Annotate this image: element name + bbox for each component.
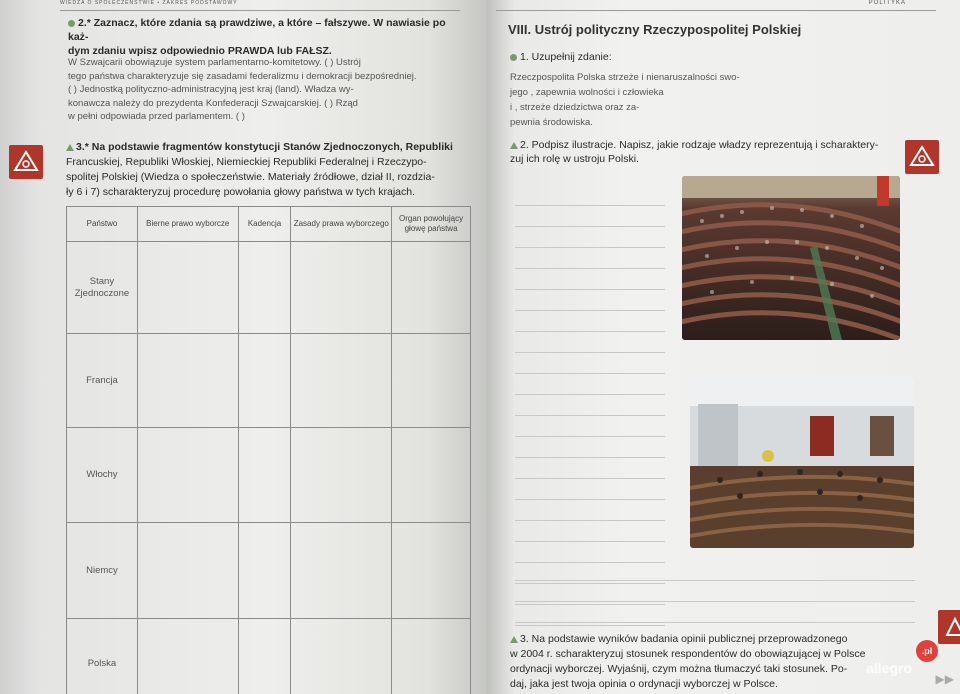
exercise-2-body (68, 56, 468, 124)
answer-cell[interactable] (238, 428, 291, 523)
table-row (67, 334, 471, 428)
exercise-2-title (68, 16, 468, 58)
ex2-line: w pełni odpowiada przed parlamentem. ( ) (68, 111, 245, 122)
triangle-icon (66, 144, 74, 151)
triangle-icon (510, 142, 518, 149)
ex3-line: Francuskiej, Republiki Włoskiej, Niemieckiej Republiki Federalnej i Rzeczypo- (66, 156, 427, 168)
table-header: Bierne prawo wyborcze (137, 207, 238, 242)
answer-cell[interactable] (137, 242, 238, 334)
answer-cell[interactable] (291, 619, 392, 694)
right-exercise-1-body (510, 70, 890, 130)
right-running-head (496, 0, 936, 11)
answer-cell[interactable] (291, 242, 392, 334)
r-ex2-line: zuj ich rolę w ustroju Polski. (510, 153, 639, 165)
answer-cell[interactable] (291, 428, 392, 523)
table-row (67, 619, 471, 694)
country-cell: Niemcy (67, 523, 138, 619)
r-ex1-line: jego , zapewnia wolności i człowieka (510, 87, 664, 98)
green-dot-icon (68, 20, 75, 27)
exercise-marker-icon (9, 145, 43, 179)
table-header: Kadencja (238, 207, 291, 242)
left-running-head (60, 0, 460, 11)
right-exercise-1-title (510, 50, 890, 64)
answer-cell[interactable] (137, 334, 238, 428)
r-ex1-line: Rzeczpospolita Polska strzeże i nienaruszalności swo- (510, 72, 740, 83)
exercise-marker-icon (938, 610, 960, 644)
answer-cell[interactable] (137, 619, 238, 694)
r-ex2-line: 2. Podpisz ilustracje. Napisz, jakie rodzaje władzy reprezentują i scharaktery- (520, 139, 879, 151)
left-running-head-text: WIEDZA O SPOŁECZEŃSTWIE • ZAKRES PODSTAWOWY (60, 0, 238, 6)
answer-cell[interactable] (137, 523, 238, 619)
country-cell: Francja (67, 334, 138, 428)
r-ex3-line: w 2004 r. scharakteryzuj stosunek respondentów do obowiązującej w Polsce (510, 648, 866, 660)
answer-cell[interactable] (137, 428, 238, 523)
country-cell: Stany Zjednoczone (67, 242, 138, 334)
writing-lines-lower[interactable] (515, 560, 915, 623)
ex2-title-line1: 2.* Zaznacz, które zdania są prawdziwe, a które – fałszywe. W nawiasie po każ- (68, 17, 446, 43)
watermark-text: allegro (866, 660, 912, 676)
ex2-title-line2: dym zdaniu wpisz odpowiednio PRAWDA lub FAŁSZ. (68, 45, 332, 57)
answer-cell[interactable] (392, 619, 471, 694)
answer-cell[interactable] (392, 242, 471, 334)
right-exercise-2-body (510, 138, 890, 166)
answer-cell[interactable] (392, 428, 471, 523)
answer-cell[interactable] (238, 242, 291, 334)
table-row (67, 523, 471, 619)
answer-cell[interactable] (238, 619, 291, 694)
exercise-3-body (66, 140, 471, 200)
table-row (67, 242, 471, 334)
forward-arrows-icon: ▶▶ (935, 672, 954, 686)
country-cell: Włochy (67, 428, 138, 523)
triangle-icon (510, 636, 518, 643)
ex2-line: ( ) Jednostką polityczno-administracyjną jest kraj (land). Władza wy- (68, 84, 354, 95)
head-of-state-table (66, 206, 471, 694)
r-ex3-line: 3. Na podstawie wyników badania opinii publicznej przeprowadzonego (520, 633, 848, 645)
ex3-line: ły 6 i 7) scharakteryzuj procedurę powołania głowy państwa w tych krajach. (66, 186, 415, 198)
sejm-hall-photo (682, 176, 900, 340)
table-header: Organ powołujący głowę państwa (392, 207, 471, 242)
right-running-head-text: POLITYKA (868, 0, 906, 6)
answer-cell[interactable] (392, 523, 471, 619)
table-header: Państwo (67, 207, 138, 242)
senate-hall-photo (690, 376, 914, 548)
table-header: Zasady prawa wyborczego (291, 207, 392, 242)
country-cell: Polska (67, 619, 138, 694)
r-ex3-line: ordynacji wyborczej. Wyjaśnij, czym można tłumaczyć taki stosunek. Po- (510, 663, 848, 675)
answer-cell[interactable] (291, 334, 392, 428)
answer-cell[interactable] (238, 334, 291, 428)
exercise-marker-icon (905, 140, 939, 174)
ex3-line: 3.* Na podstawie fragmentów konstytucji Stanów Zjednoczonych, Republiki (76, 141, 453, 153)
table-row (67, 428, 471, 523)
ex3-line: spolitej Polskiej (Wiedza o społeczeństwie. Materiały źródłowe, dział II, rozdzia- (66, 171, 435, 183)
section-title: VIII. Ustrój polityczny Rzeczypospolitej Polskiej (508, 22, 802, 37)
answer-cell[interactable] (238, 523, 291, 619)
r-ex1-title: 1. Uzupełnij zdanie: (520, 51, 612, 63)
green-dot-icon (510, 54, 517, 61)
watermark-logo-icon: .pl (916, 640, 938, 662)
ex2-line: konawcza należy do prezydenta Konfederacji Szwajcarskiej. ( ) Rząd (68, 97, 358, 109)
r-ex1-line: i , strzeże dziedzictwa oraz za- (510, 102, 640, 113)
ex2-line: tego państwa charakteryzuje się zasadami federalizmu i demokracji bezpośredniej. (68, 70, 417, 82)
answer-cell[interactable] (291, 523, 392, 619)
r-ex3-line: daj, jaka jest twoja opinia o ordynacji wyborczej w Polsce. (510, 678, 778, 690)
r-ex1-line: pewnia środowiska. (510, 117, 593, 128)
answer-cell[interactable] (392, 334, 471, 428)
ex2-line: W Szwajcarii obowiązuje system parlamentarno-komitetowy. ( ) Ustrój (68, 57, 361, 68)
